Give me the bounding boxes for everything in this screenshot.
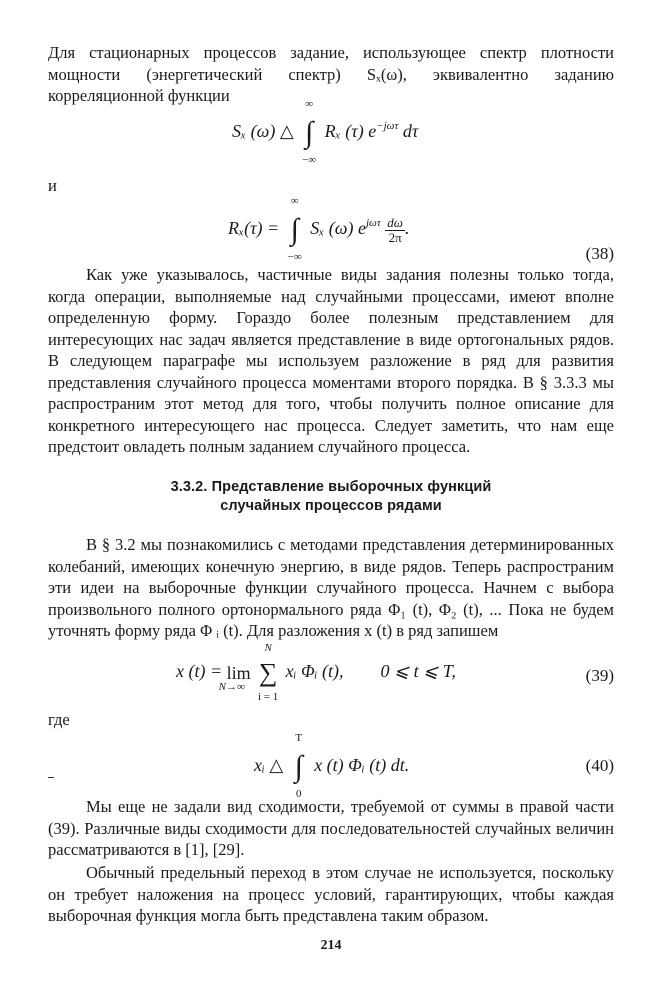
sum-upper-limit: N	[264, 642, 272, 654]
paragraph-series-intro: В § 3.2 мы познакомились с методами представления детерминированных колебаний, имеющих конечную энергию, в виде рядов. Теперь распространим эти идеи на выборочные функции случайного процесса. Начнем с выбора произвольного полного ортонормального ряда Φ₁ (t), Φ₂ (t), ... Пока не будем уточнять форму ряда Φ ᵢ (t). Для разложения x (t) в ряд запишем	[48, 535, 614, 640]
equation-coefficient	[254, 732, 410, 800]
eq39-condition: 0 ⩽ t ⩽ T,	[380, 661, 456, 682]
integral-sign: ∞ ∫ −∞	[298, 118, 320, 148]
equation-number-40: (40)	[585, 756, 614, 775]
paragraph-limit-transition: Обычный предельный переход в этом случае не используется, поскольку он требует наложения на процесс условий, гарантирующих, чтобы каждая выборочная функция могла быть представлена таким образом.	[48, 863, 614, 925]
fraction-denominator: 2π	[388, 229, 402, 245]
section-heading	[0, 478, 662, 516]
eq38-exponent: jωτ	[366, 217, 381, 230]
integral-lower-limit: 0	[295, 788, 302, 800]
eq37-lhs: Sₓ (ω) △	[232, 121, 294, 142]
integral-upper-limit: T	[295, 732, 303, 744]
integral-sign: ∞ ∫ −∞	[284, 215, 306, 245]
equation-series-expansion	[176, 642, 456, 703]
fraction	[385, 216, 405, 245]
eq40-integrand: x (t) Φᵢ (t) dt.	[314, 755, 410, 776]
integral-lower-limit: −∞	[287, 251, 302, 263]
equation-correlation-inverse	[228, 195, 410, 263]
integral-upper-limit: ∞	[305, 98, 314, 110]
limit-operator	[218, 662, 251, 693]
connector-and: и	[48, 176, 57, 195]
section-heading-line2: случайных процессов рядами	[220, 498, 442, 514]
integral-lower-limit: −∞	[302, 154, 317, 166]
eq37-exponent: −jωτ	[376, 120, 399, 133]
eq38-integrand: Sₓ (ω) e	[310, 218, 366, 239]
eq37-integrand: Rₓ (τ) e	[324, 121, 377, 142]
paragraph-convergence: Мы еще не задали вид сходимости, требуемой от суммы в правой части (39). Различные виды сходимости для последовательностей случайных величин рассматриваются в [1], [29].	[48, 797, 614, 859]
eq39-body: xᵢ Φᵢ (t),	[285, 661, 344, 682]
paragraph-orthogonal-series: Как уже указывалось, частичные виды задания полезны только тогда, когда операции, выполняемые над случайными процессами, имеют вполне определенную форму. Гораздо более полезным представлением для интересующих нас задач является представление в виде ортогональных рядов. В следующем параграфе мы используем разложение в ряд для развития представления случайного процесса моментами второго порядка. В § 3.3.3 мы распространим этот метод для того, чтобы получить полное описание для конкретного интересующего нас процесса. Следует заметить, что нам еще предстоит овладеть полным заданием случайного процесса.	[48, 265, 614, 456]
limit-label: lim	[226, 662, 251, 683]
equation-number-38: (38)	[585, 244, 614, 263]
integral-sign: T ∫ 0	[288, 752, 310, 782]
section-heading-line1: 3.3.2. Представление выборочных функций	[170, 479, 492, 495]
sum-lower-limit: i = 1	[258, 691, 279, 703]
page-number: 214	[320, 938, 342, 953]
equation-number-39: (39)	[585, 666, 614, 685]
eq38-lhs: Rₓ(τ) =	[228, 218, 280, 239]
paragraph-intro: Для стационарных процессов задание, использующее спектр плотности мощности (энергетический спектр) Sₓ(ω), эквивалентно заданию корреляционной функции	[48, 43, 614, 105]
connector-where: где	[48, 710, 70, 729]
eq40-lhs: xᵢ △	[254, 755, 284, 776]
equation-spectrum-definition	[232, 98, 419, 166]
fraction-numerator: dω	[387, 214, 403, 230]
summation-sign: N ∑ i = 1	[255, 660, 281, 686]
eq37-tail: dτ	[398, 121, 419, 142]
eq39-lhs: x (t) =	[176, 661, 223, 682]
eq38-tail: .	[404, 218, 410, 239]
margin-mark	[48, 777, 54, 778]
integral-upper-limit: ∞	[290, 195, 299, 207]
limit-subscript: N→∞	[218, 680, 245, 693]
